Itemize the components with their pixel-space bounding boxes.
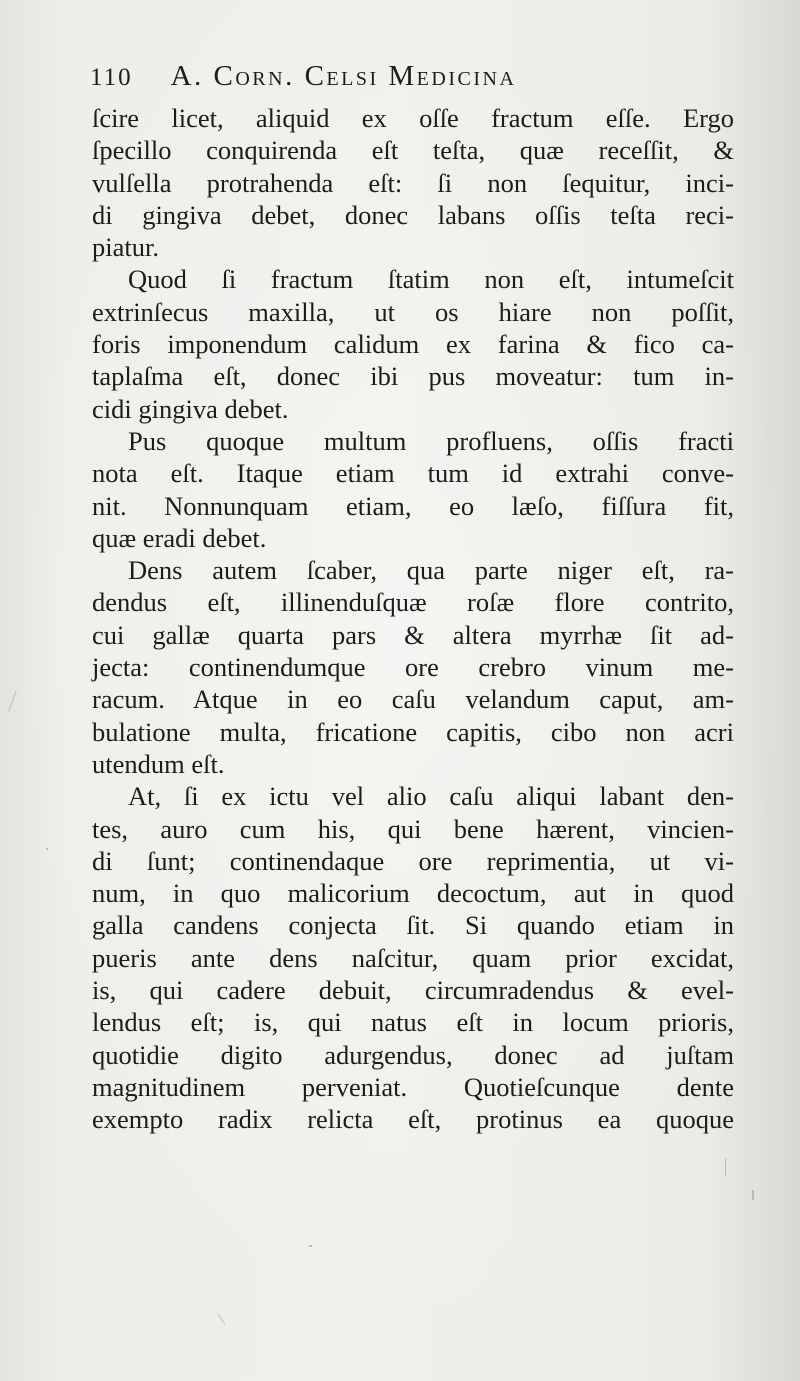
text-line: dendus eſt, illinenduſquæ roſæ flore contrito, [92,587,734,618]
paper-speck [752,1190,754,1200]
text-line: lendus eſt; is, qui natus eſt in locum prioris, [92,1007,734,1038]
text-line: is, qui cadere debuit, circumradendus & evel- [92,975,734,1006]
paper-speck [217,1313,226,1325]
text-line: num, in quo malicorium decoctum, aut in quod [92,878,734,909]
paper-speck [725,1158,726,1176]
paragraph-first-line: Pus quoque multum profluens, oſſis fracti [128,425,734,456]
running-head [90,56,650,96]
text-line: nota eſt. Itaque etiam tum id extrahi conve- [92,458,734,489]
text-line: racum. Atque in eo caſu velandum caput, am- [92,684,734,715]
text-line: cui gallæ quarta pars & altera myrrhæ ſit ad- [92,619,734,650]
body-text [92,102,734,1136]
text-line: ſcire licet, aliquid ex oſſe fractum eſſe. Ergo [92,103,734,133]
text-line: nit. Nonnunquam etiam, eo læſo, fiſſura fit, [92,490,734,521]
text-line: pueris ante dens naſcitur, quam prior excidat, [92,942,734,973]
paragraph-first-line: Dens autem ſcaber, qua parte niger eſt, ra- [128,555,734,586]
text-line: vulſella protrahenda eſt: ſi non ſequitur, inci- [92,167,734,198]
running-title: A. Corn. Celsi Medicina [170,60,517,92]
text-line: foris imponendum calidum ex farina & fico ca- [92,329,734,360]
text-line: magnitudinem perveniat. Quotieſcunque dente [92,1071,734,1102]
text-line: taplaſma eſt, donec ibi pus moveatur: tum in- [92,361,734,392]
text-line: utendum eſt. [92,748,225,779]
text-line: piatur. [92,232,159,263]
paper-speck [46,848,48,850]
text-line: quæ eradi debet. [92,522,267,553]
text-line: galla candens conjecta ſit. Si quando etiam in [92,910,734,941]
text-line: di gingiva debet, donec labans oſſis teſta reci- [92,199,734,230]
text-line: exempto radix relicta eſt, protinus ea quoque [92,1104,734,1135]
page-number: 110 [90,64,133,91]
paragraph-first-line: At, ſi ex ictu vel alio caſu aliqui labant den- [128,781,734,812]
text-line: di ſunt; continendaque ore reprimentia, ut vi- [92,845,734,876]
paper-speck [309,1245,312,1247]
text-line: ſpecillo conquirenda eſt teſta, quæ receſſit, & [92,135,734,166]
text-line: quotidie digito adurgendus, donec ad juſtam [92,1039,734,1070]
text-line: tes, auro cum his, qui bene hærent, vincien- [92,813,734,844]
paragraph-first-line: Quod ſi fractum ſtatim non eſt, intumeſcit [128,264,734,295]
text-line: jecta: continendumque ore crebro vinum me- [92,652,734,683]
text-line: extrinſecus maxilla, ut os hiare non poſſit, [92,296,734,327]
text-line: bulatione multa, fricatione capitis, cibo non acri [92,716,734,747]
paper-speck [8,690,16,711]
text-line: cidi gingiva debet. [92,393,289,424]
